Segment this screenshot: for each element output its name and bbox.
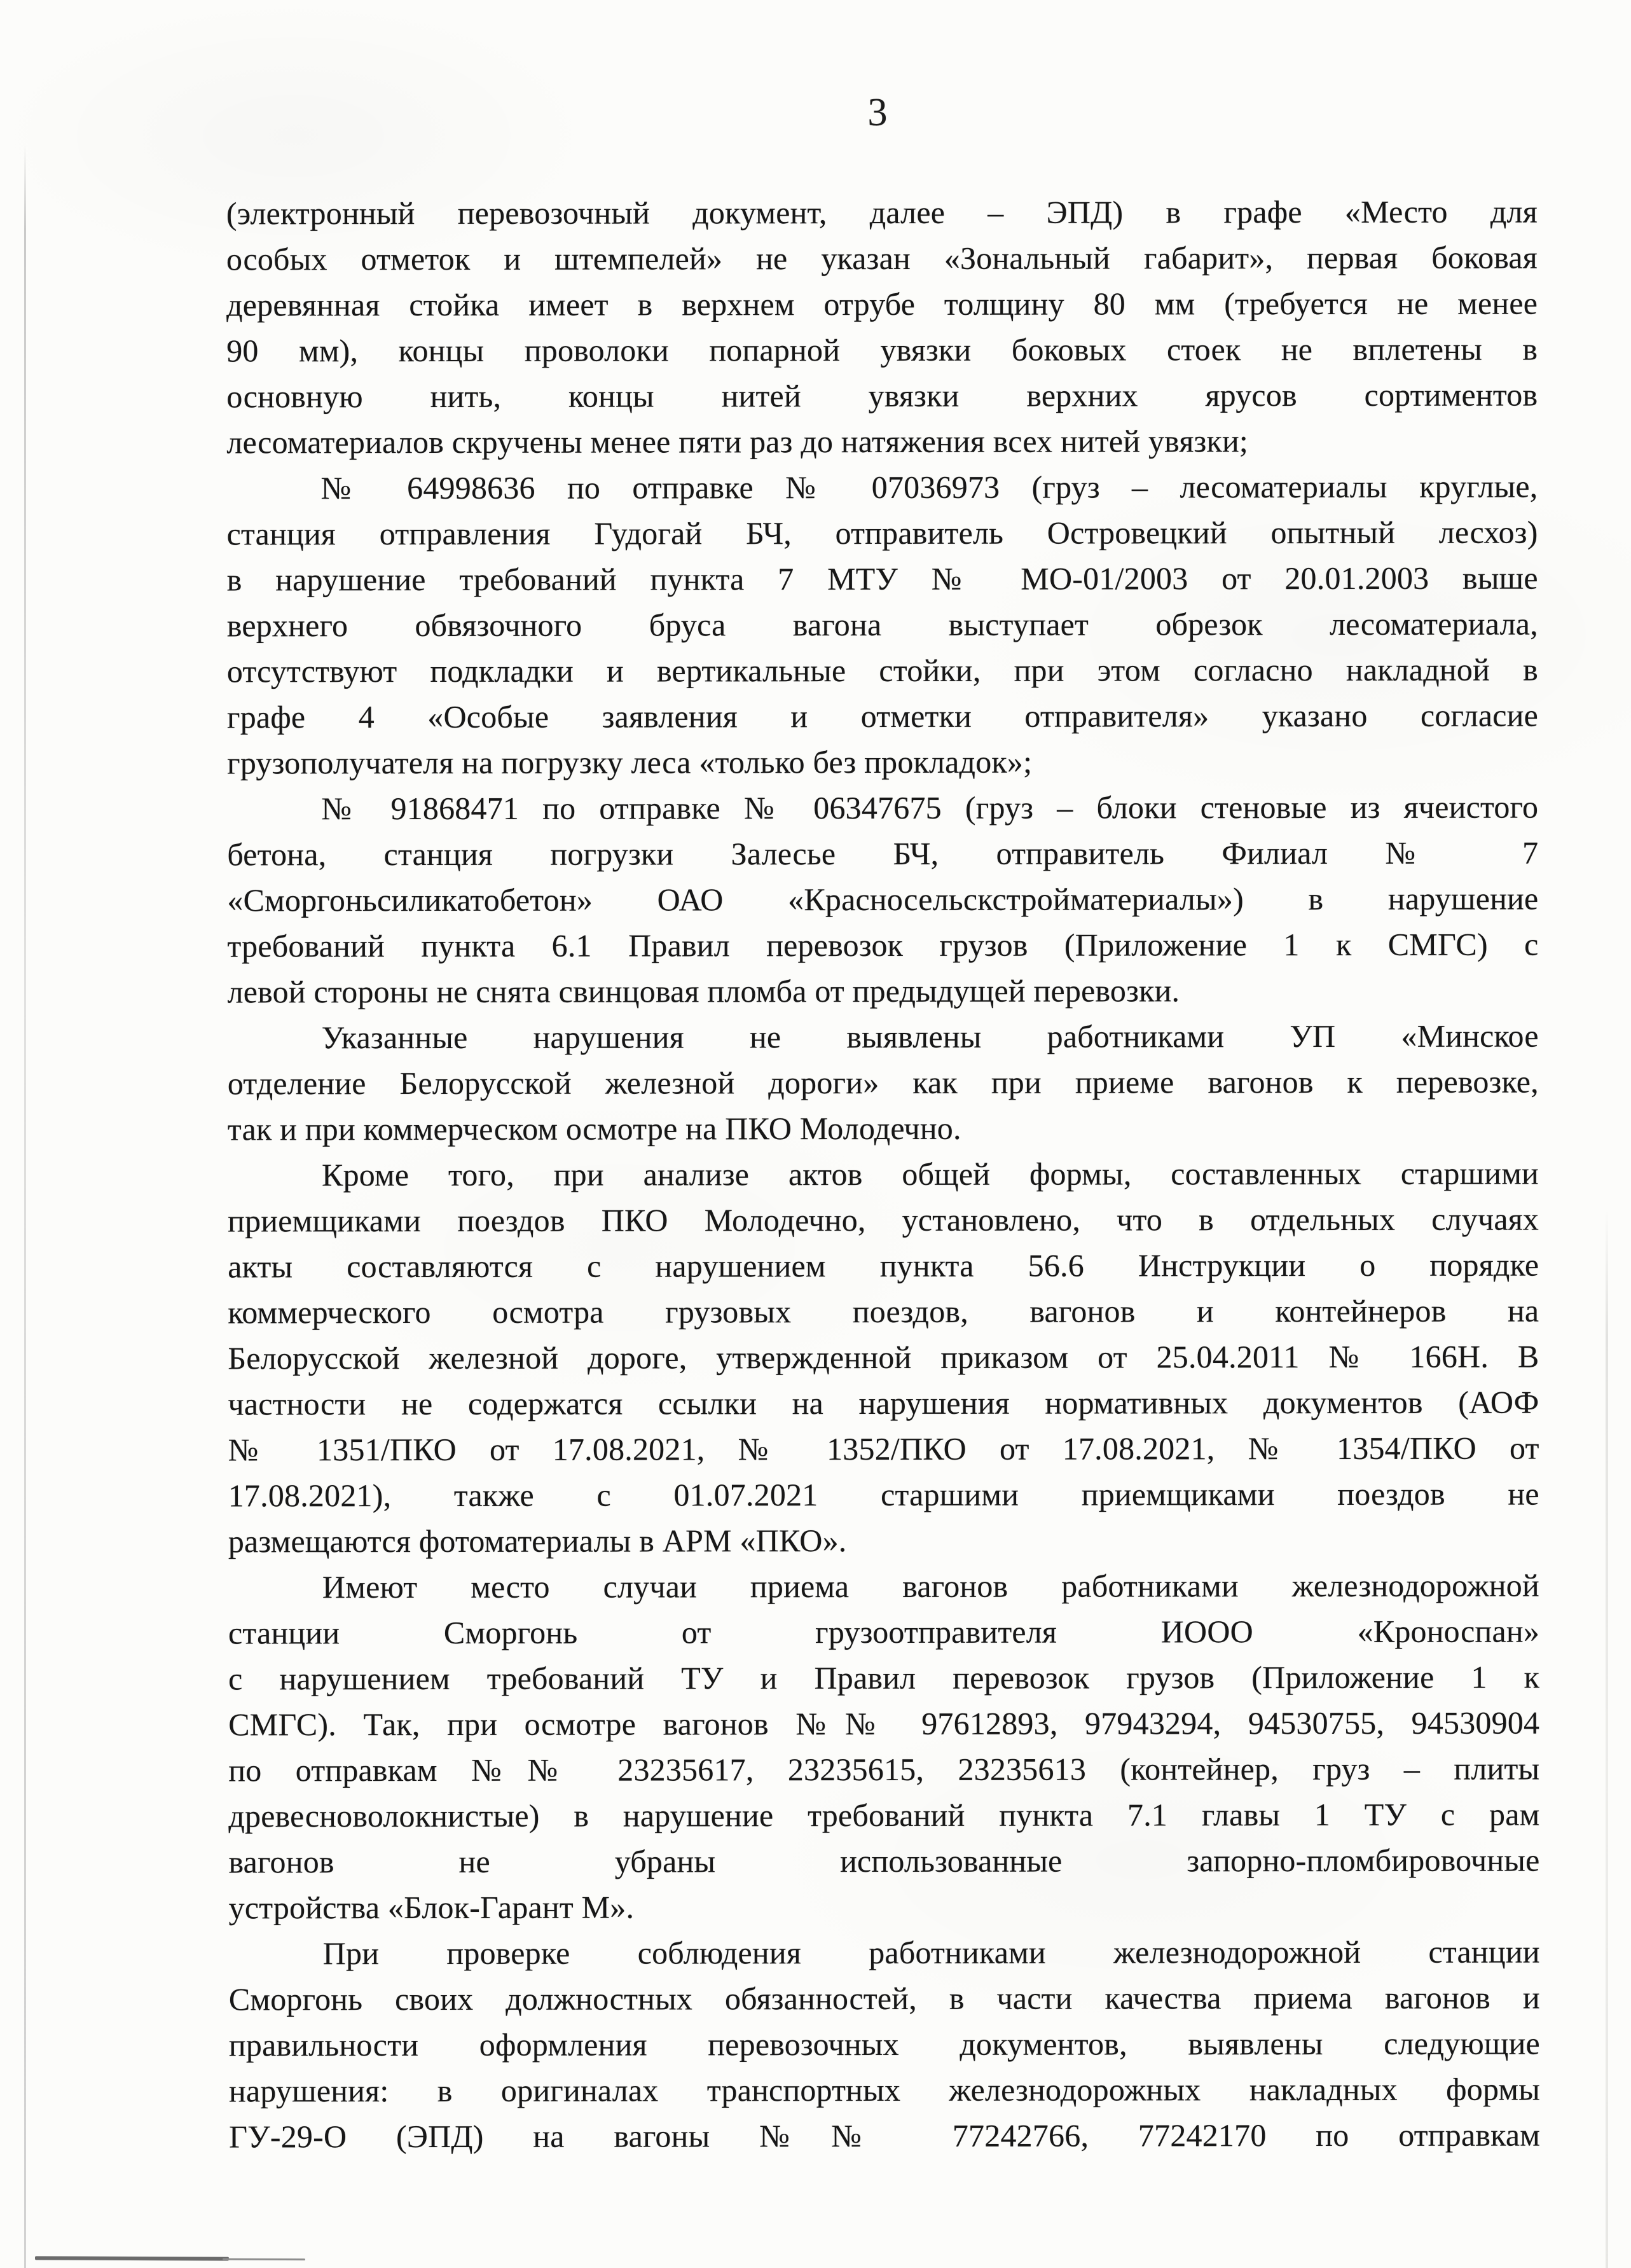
- text-line: ГУ-29-О (ЭПД) на вагоны №№ 77242766, 77242170 по отправкам: [229, 2117, 1541, 2155]
- text-line: станции Сморгонь от грузоотправителя ИООО «Кроноспан»: [228, 1613, 1540, 1651]
- text-line: нарушения: в оригиналах транспортных железнодорожных накладных формы: [228, 2071, 1541, 2109]
- text-line: (электронный перевозочный документ, далее – ЭПД) в графе «Место для: [226, 193, 1538, 232]
- text-line: лесоматериалов скручены менее пяти раз до натяжения всех нитей увязки;: [226, 423, 1249, 460]
- text-line: вагонов не убраны использованные запорно-пломбировочные: [228, 1842, 1540, 1880]
- text-line: Белорусской железной дороге, утвержденной приказом от 25.04.2011 № 166Н. В: [228, 1338, 1539, 1376]
- text-line: левой стороны не снята свинцовая пломба от предыдущей перевозки.: [227, 972, 1180, 1010]
- text-line: «Сморгоньсиликатобетон» ОАО «Красносельскстройматериалы») в нарушение: [227, 880, 1539, 918]
- text-line: отсутствуют подкладки и вертикальные стойки, при этом согласно накладной в: [226, 651, 1538, 689]
- text-line: 90 мм), концы проволоки попарной увязки боковых стоек не вплетены в: [226, 331, 1538, 369]
- text-line: При проверке соблюдения работниками железнодорожной станции: [322, 1933, 1540, 1972]
- text-line: так и при коммерческом осмотре на ПКО Молодечно.: [227, 1110, 961, 1147]
- text-line: Имеют место случаи приема вагонов работниками железнодорожной: [322, 1567, 1539, 1605]
- text-line: отделение Белорусской железной дороги» как при приеме вагонов к перевозке,: [227, 1063, 1539, 1102]
- text-line: особых отметок и штемпелей» не указан «Зональный габарит», первая боковая: [226, 239, 1538, 277]
- text-line: с нарушением требований ТУ и Правил перевозок грузов (Приложение 1 к: [228, 1659, 1540, 1697]
- text-line: требований пункта 6.1 Правил перевозок грузов (Приложение 1 к СМГС) с: [227, 926, 1539, 964]
- text-line: грузополучателя на погрузку леса «только без прокладок»;: [227, 743, 1033, 781]
- text-line: частности не содержатся ссылки на нарушения нормативных документов (АОФ: [228, 1384, 1539, 1422]
- text-line: приемщиками поездов ПКО Молодечно, установлено, что в отдельных случаях: [228, 1201, 1539, 1239]
- text-line: бетона, станция погрузки Залесье БЧ, отправитель Филиал № 7: [227, 834, 1539, 873]
- scan-artifact-bottom-smudge: [35, 2256, 229, 2260]
- text-line: правильности оформления перевозочных документов, выявлены следующие: [228, 2025, 1540, 2063]
- text-line: Указанные нарушения не выявлены работниками УП «Минское: [321, 1018, 1539, 1056]
- text-line: № 91868471 по отправке № 06347675 (груз – блоки стеновые из ячеистого: [321, 789, 1539, 827]
- scan-artifact-left-edge-line: [24, 145, 26, 2268]
- text-line: № 1351/ПКО от 17.08.2021, № 1352/ПКО от 17.08.2021, № 1354/ПКО от: [228, 1430, 1539, 1468]
- text-line: размещаются фотоматериалы в АРМ «ПКО».: [228, 1523, 847, 1559]
- document-text-block: [226, 189, 1540, 2160]
- text-line: графе 4 «Особые заявления и отметки отправителя» указано согласие: [226, 697, 1539, 735]
- text-line: верхнего обвязочного бруса вагона выступает обрезок лесоматериала,: [226, 605, 1538, 644]
- text-line: коммерческого осмотра грузовых поездов, вагонов и контейнеров на: [228, 1292, 1539, 1331]
- text-line: акты составляются с нарушением пункта 56.6 Инструкции о порядке: [228, 1247, 1539, 1285]
- text-line: Сморгонь своих должностных обязанностей, в части качества приема вагонов и: [228, 1979, 1540, 2017]
- text-line: по отправкам №№ 23235617, 23235615, 23235613 (контейнер, груз – плиты: [228, 1750, 1540, 1788]
- text-line: устройства «Блок-Гарант М».: [228, 1889, 635, 1926]
- text-line: древесноволокнистые) в нарушение требований пункта 7.1 главы 1 ТУ с рам: [228, 1796, 1540, 1834]
- text-line: деревянная стойка имеет в верхнем отрубе толщину 80 мм (требуется не менее: [226, 285, 1538, 323]
- text-line: Кроме того, при анализе актов общей формы, составленных старшими: [321, 1155, 1539, 1193]
- text-line: СМГС). Так, при осмотре вагонов №№ 97612893, 97943294, 94530755, 94530904: [228, 1704, 1540, 1743]
- text-line: 17.08.2021), также с 01.07.2021 старшими приемщиками поездов не: [228, 1476, 1539, 1514]
- text-line: основную нить, концы нитей увязки верхних ярусов сортиментов: [226, 377, 1538, 415]
- text-line: станция отправления Гудогай БЧ, отправитель Островецкий опытный лесхоз): [226, 514, 1538, 552]
- scan-artifact-right-edge-line: [1606, 1208, 1608, 2268]
- text-line: № 64998636 по отправке № 07036973 (груз – лесоматериалы круглые,: [320, 468, 1538, 506]
- page-number: 3: [867, 91, 888, 134]
- text-line: в нарушение требований пункта 7 МТУ № МО-01/2003 от 20.01.2003 выше: [226, 560, 1538, 598]
